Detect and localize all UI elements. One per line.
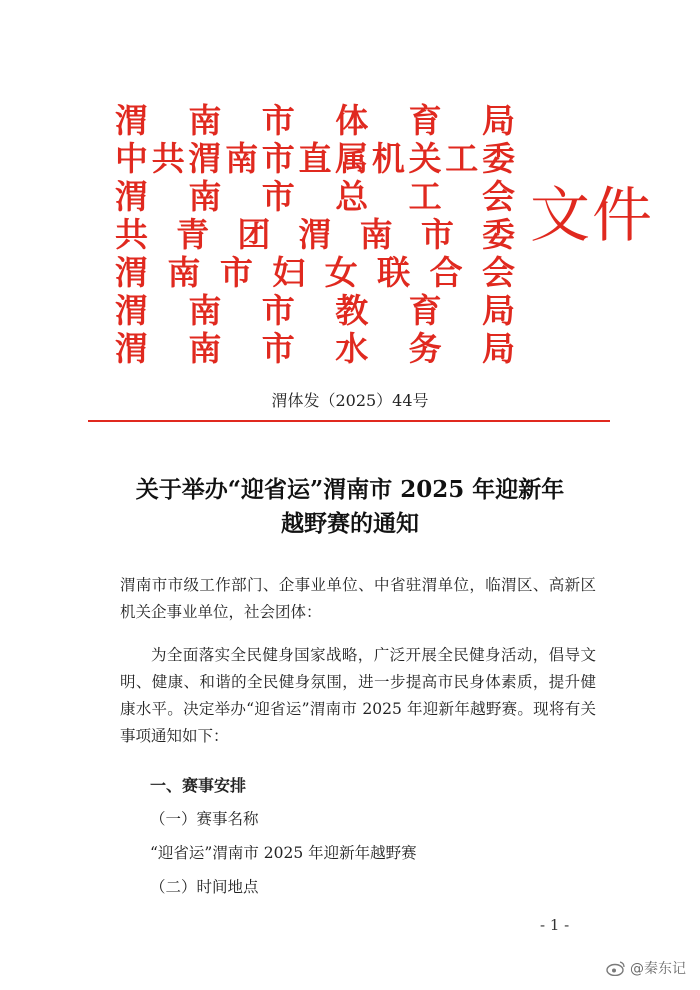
weibo-logo-icon [606, 960, 626, 976]
issuer-trade-union: 渭南市总工会 [115, 178, 515, 216]
document-number: 渭体发（2025）44号 [271, 391, 429, 410]
issuer-list [115, 102, 515, 368]
issuer-work-committee: 中共渭南市直属机关工委 [115, 140, 515, 178]
notice-title [90, 473, 610, 541]
recipients-paragraph: 渭南市市级工作部门、企事业单位、中省驻渭单位，临渭区、高新区机关企事业单位，社会团体： [120, 576, 596, 621]
issuer-water-bureau: 渭南市水务局 [115, 330, 515, 368]
issuer-womens-federation: 渭南市妇女联合会 [115, 254, 515, 292]
notice-title-line2: 越野赛的通知 [281, 510, 419, 537]
header-divider [88, 420, 610, 422]
intro-paragraph: 为全面落实全民健身国家战略，广泛开展全民健身活动，倡导文明、健康、和谐的全民健身氛围，进一步提高市民身体素质，提升健康水平。决定举办“迎省运”渭南市 2025 年迎新年越野赛。现将有关事项通知如下： [120, 646, 596, 745]
page-number: - 1 - [540, 916, 570, 934]
weibo-watermark [606, 958, 686, 978]
watermark-text: @秦东记 [630, 961, 686, 977]
document-label: 文件 [530, 181, 654, 251]
section-heading-arrangements: 一、赛事安排 [150, 776, 247, 795]
issuer-youth-league: 共青团渭南市委 [115, 216, 515, 254]
issuer-sports-bureau: 渭南市体育局 [115, 102, 515, 140]
event-name-text: “迎省运”渭南市 2025 年迎新年越野赛 [150, 844, 417, 862]
issuer-education-bureau: 渭南市教育局 [115, 292, 515, 330]
subheading-event-name: （一）赛事名称 [150, 810, 259, 828]
notice-title-line1: 关于举办“迎省运”渭南市 2025 年迎新年 [135, 476, 565, 503]
subheading-time-place: （二）时间地点 [150, 878, 259, 896]
